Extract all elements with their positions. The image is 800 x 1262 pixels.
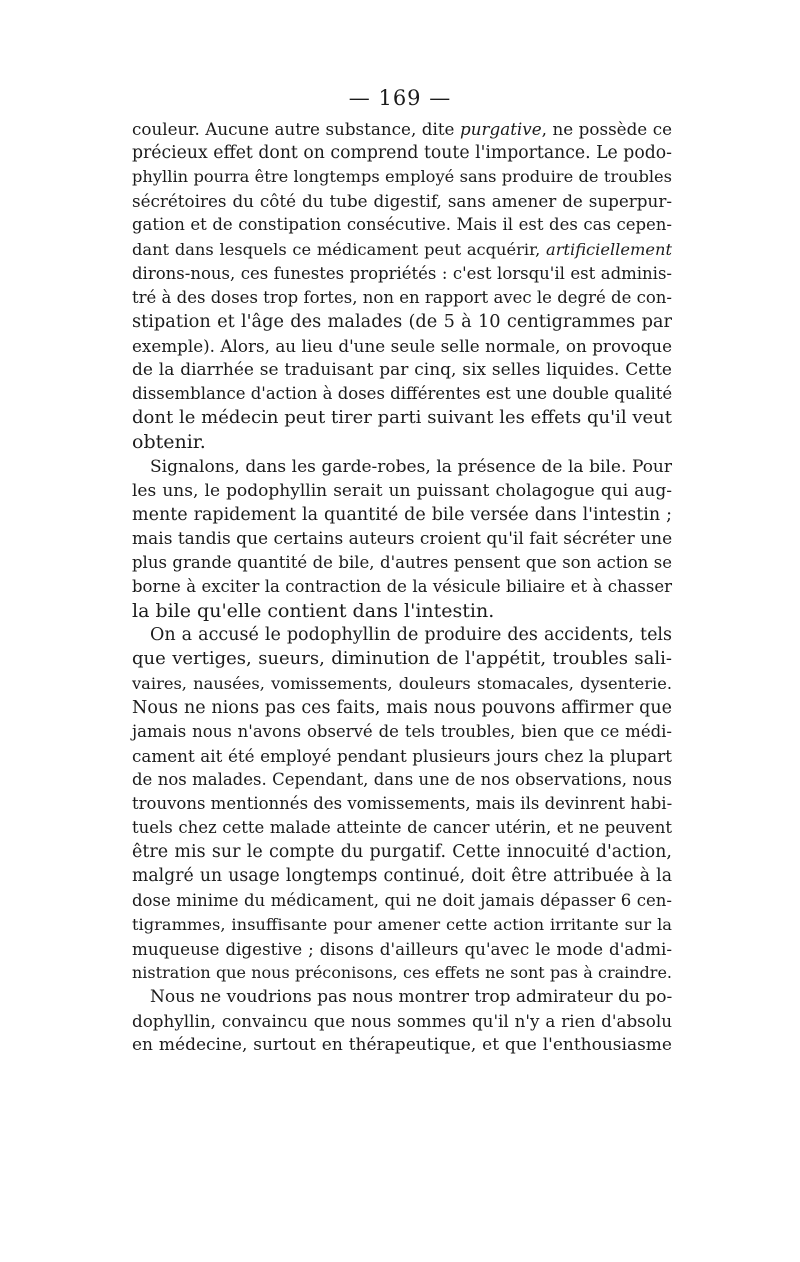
text-line: dose minime du médicament, qui ne doit jamais dépasser 6 cen-: [132, 890, 672, 910]
text-line: plus grande quantité de bile, d'autres pensent que son action se: [132, 552, 672, 572]
text-line: Nous ne nions pas ces faits, mais nous pouvons affirmer que: [132, 697, 672, 718]
text-line: exemple). Alors, au lieu d'une seule selle normale, on provoque: [132, 335, 672, 356]
text-line: de nos malades. Cependant, dans une de nos observations, nous: [132, 769, 672, 789]
text-line: de la diarrhée se traduisant par cinq, six selles liquides. Cette: [132, 360, 672, 381]
text-line: tuels chez cette malade atteinte de cancer utérin, et ne peuvent: [132, 818, 672, 838]
text-segment: couleur. Aucune autre substance, dite: [132, 119, 460, 139]
text-line: mente rapidement la quantité de bile versée dans l'intestin ;: [132, 504, 672, 525]
text-line: obtenir.: [132, 431, 206, 454]
text-line: cament ait été employé pendant plusieurs jours chez la plupart: [132, 745, 672, 766]
text-line: dissemblance d'action à doses différentes est une double qualité: [132, 384, 673, 404]
page-body-text: [132, 117, 672, 1057]
text-line: dophyllin, convaincu que nous sommes qu'il n'y a rien d'absolu: [132, 1011, 672, 1032]
text-line: la bile qu'elle contient dans l'intestin.: [132, 600, 495, 623]
text-line: en médecine, surtout en thérapeutique, et que l'enthousiasme: [132, 1035, 672, 1056]
text-line: jamais nous n'avons observé de tels troubles, bien que ce médi-: [132, 721, 672, 741]
text-line: borne à exciter la contraction de la vésicule biliaire et à chasser: [132, 577, 672, 597]
text-line: que vertiges, sueurs, diminution de l'appétit, troubles sali-: [132, 648, 672, 670]
text-segment: , ne possède ce: [541, 119, 672, 139]
text-line: gation et de constipation consécutive. Mais il est des cas cepen-: [132, 215, 672, 235]
text-line: On a accusé le podophyllin de produire des accidents, tels: [150, 625, 672, 646]
text-line: vaires, nausées, vomissements, douleurs stomacales, dysenterie.: [132, 673, 672, 693]
text-line: trouvons mentionnés des vomissements, mais ils devinrent habi-: [132, 794, 673, 814]
text-line: dirons-nous, ces funestes propriétés : c'est lorsqu'il est adminis-: [132, 263, 672, 283]
text-line: être mis sur le compte du purgatif. Cette innocuité d'action,: [132, 842, 672, 863]
text-line: malgré un usage longtemps continué, doit être attribuée à la: [132, 866, 672, 887]
text-line: les uns, le podophyllin serait un puissant cholagogue qui aug-: [132, 480, 672, 501]
text-line: dont le médecin peut tirer parti suivant les effets qu'il veut: [132, 407, 672, 429]
text-line: phyllin pourra être longtemps employé sans produire de troubles: [132, 167, 672, 187]
text-line: Nous ne voudrions pas nous montrer trop admirateur du po-: [150, 986, 673, 1007]
text-line: mais tandis que certains auteurs croient qu'il fait sécréter une: [132, 528, 673, 549]
text-line: tigrammes, insuffisante pour amener cette action irritante sur la: [132, 914, 672, 934]
text-line: précieux effet dont on comprend toute l'importance. Le podo-: [132, 143, 672, 164]
text-line: [132, 238, 672, 262]
italic-term: purgative: [459, 119, 542, 139]
text-line: stipation et l'âge des malades (de 5 à 10 centigrammes par: [132, 311, 672, 332]
text-line: nistration que nous préconisons, ces effets ne sont pas à craindre.: [132, 962, 672, 982]
text-line: sécrétoires du côté du tube digestif, sans amener de superpur-: [132, 191, 672, 212]
italic-term: artificiellement: [546, 239, 672, 259]
text-line: Signalons, dans les garde-robes, la présence de la bile. Pour: [150, 456, 672, 477]
text-line: [132, 117, 672, 141]
text-line: muqueuse digestive ; disons d'ailleurs qu'avec le mode d'admi-: [132, 938, 672, 959]
page-number: — 169 —: [348, 86, 452, 110]
text-line: tré à des doses trop fortes, non en rapport avec le degré de con-: [132, 287, 672, 307]
text-segment: dant dans lesquels ce médicament peut acquérir,: [132, 239, 547, 259]
